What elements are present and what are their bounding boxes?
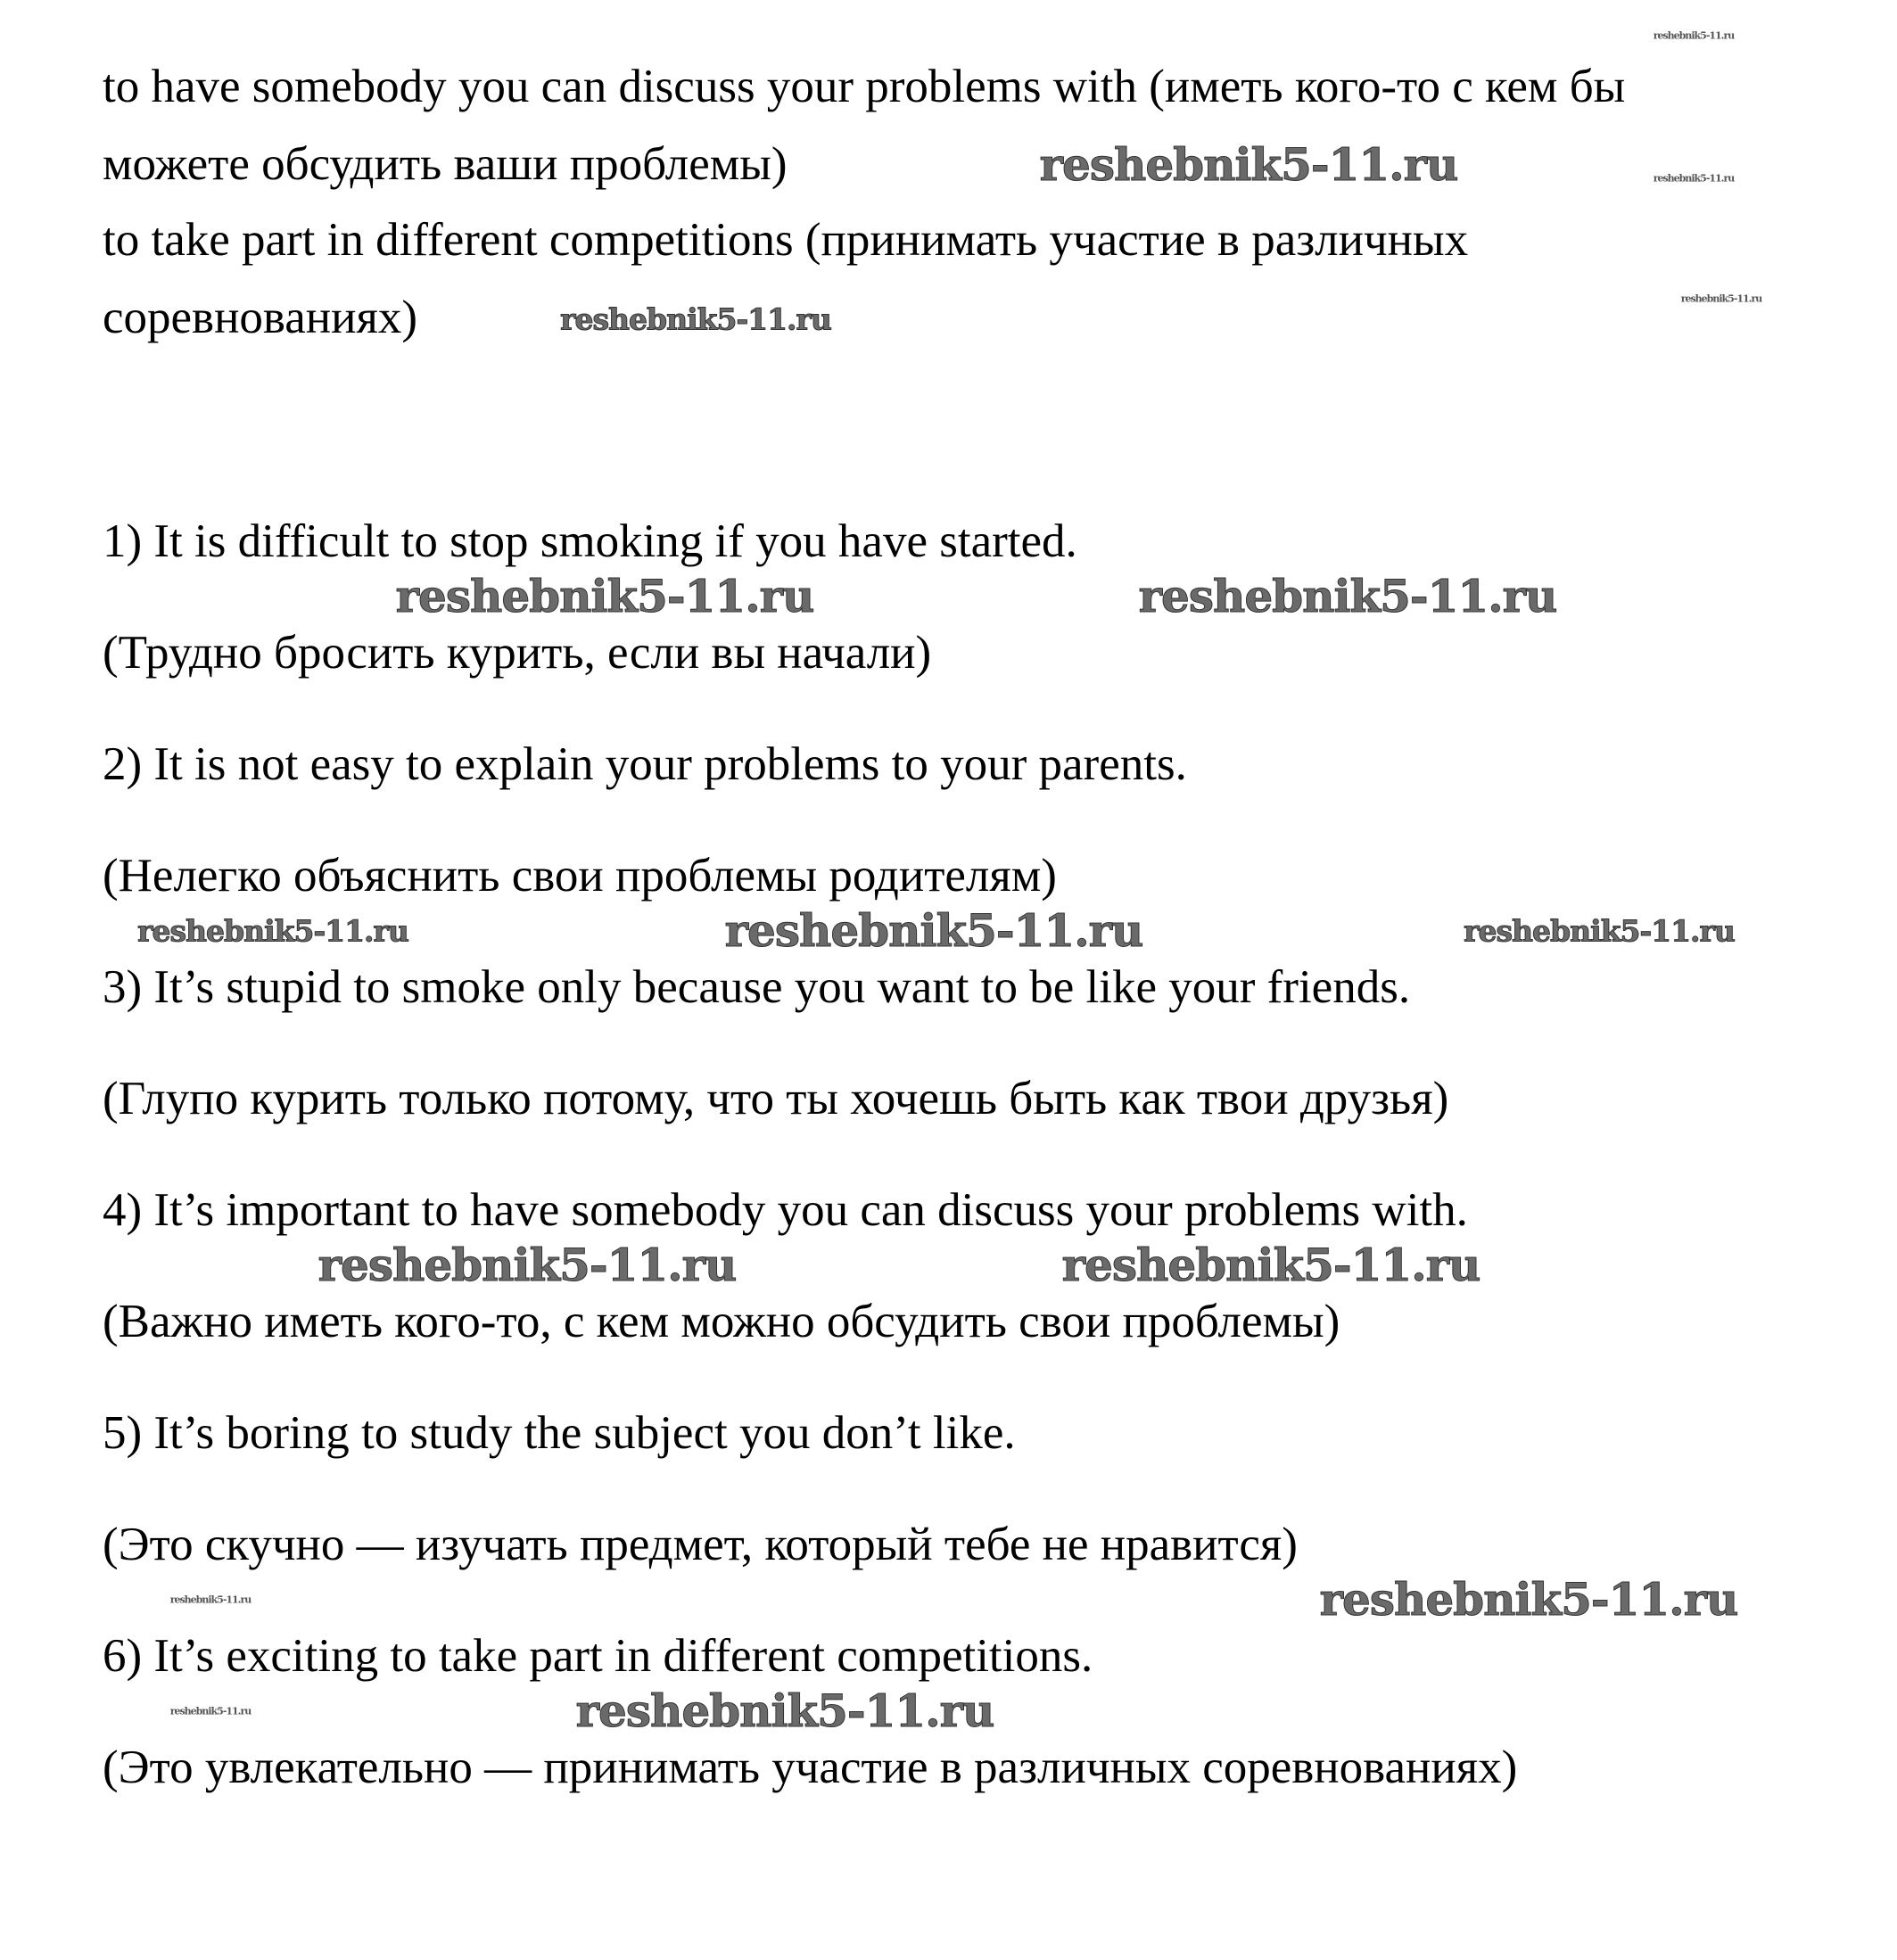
- watermark: reshebnik5-11.ru: [395, 570, 814, 622]
- watermark: reshebnik5-11.ru: [1680, 292, 1762, 305]
- watermark: reshebnik5-11.ru: [1138, 570, 1557, 622]
- text-line: to have somebody you can discuss your problems with (иметь кого-то с кем бы: [103, 61, 1626, 112]
- text-line: 2) It is not easy to explain your problems to your parents.: [103, 738, 1187, 790]
- text-line: 5) It’s boring to study the subject you don’t like.: [103, 1407, 1016, 1459]
- watermark: reshebnik5-11.ru: [318, 1239, 737, 1291]
- watermark: reshebnik5-11.ru: [575, 1684, 994, 1737]
- watermark: reshebnik5-11.ru: [169, 1705, 252, 1717]
- text-line: (Это скучно — изучать предмет, который тебе не нравится): [103, 1519, 1298, 1570]
- text-line: (Глупо курить только потому, что ты хочешь быть как твои друзья): [103, 1073, 1449, 1124]
- text-line: 4) It’s important to have somebody you can discuss your problems with.: [103, 1184, 1468, 1236]
- watermark: reshebnik5-11.ru: [1061, 1239, 1480, 1291]
- text-line: to take part in different competitions (принимать участие в различных: [103, 214, 1469, 266]
- text-line: соревнованиях): [103, 292, 418, 343]
- watermark: reshebnik5-11.ru: [137, 913, 408, 949]
- text-line: можете обсудить ваши проблемы): [103, 138, 788, 190]
- text-line: 3) It’s stupid to smoke only because you want to be like your friends.: [103, 961, 1411, 1013]
- text-line: (Трудно бросить курить, если вы начали): [103, 627, 932, 679]
- text-line: 6) It’s exciting to take part in different competitions.: [103, 1630, 1093, 1682]
- watermark: reshebnik5-11.ru: [1464, 913, 1735, 949]
- text-line: (Это увлекательно — принимать участие в различных соревнованиях): [103, 1742, 1518, 1793]
- watermark: reshebnik5-11.ru: [1653, 29, 1735, 42]
- watermark: reshebnik5-11.ru: [1653, 172, 1735, 185]
- text-line: 1) It is difficult to stop smoking if you have started.: [103, 515, 1077, 567]
- text-line: (Нелегко объяснить свои проблемы родителям): [103, 850, 1057, 902]
- text-line: (Важно иметь кого-то, с кем можно обсудить свои проблемы): [103, 1296, 1340, 1347]
- watermark: reshebnik5-11.ru: [724, 904, 1143, 957]
- watermark: reshebnik5-11.ru: [1319, 1573, 1738, 1626]
- watermark: reshebnik5-11.ru: [169, 1594, 252, 1606]
- watermark: reshebnik5-11.ru: [560, 301, 831, 337]
- watermark: reshebnik5-11.ru: [1039, 138, 1458, 191]
